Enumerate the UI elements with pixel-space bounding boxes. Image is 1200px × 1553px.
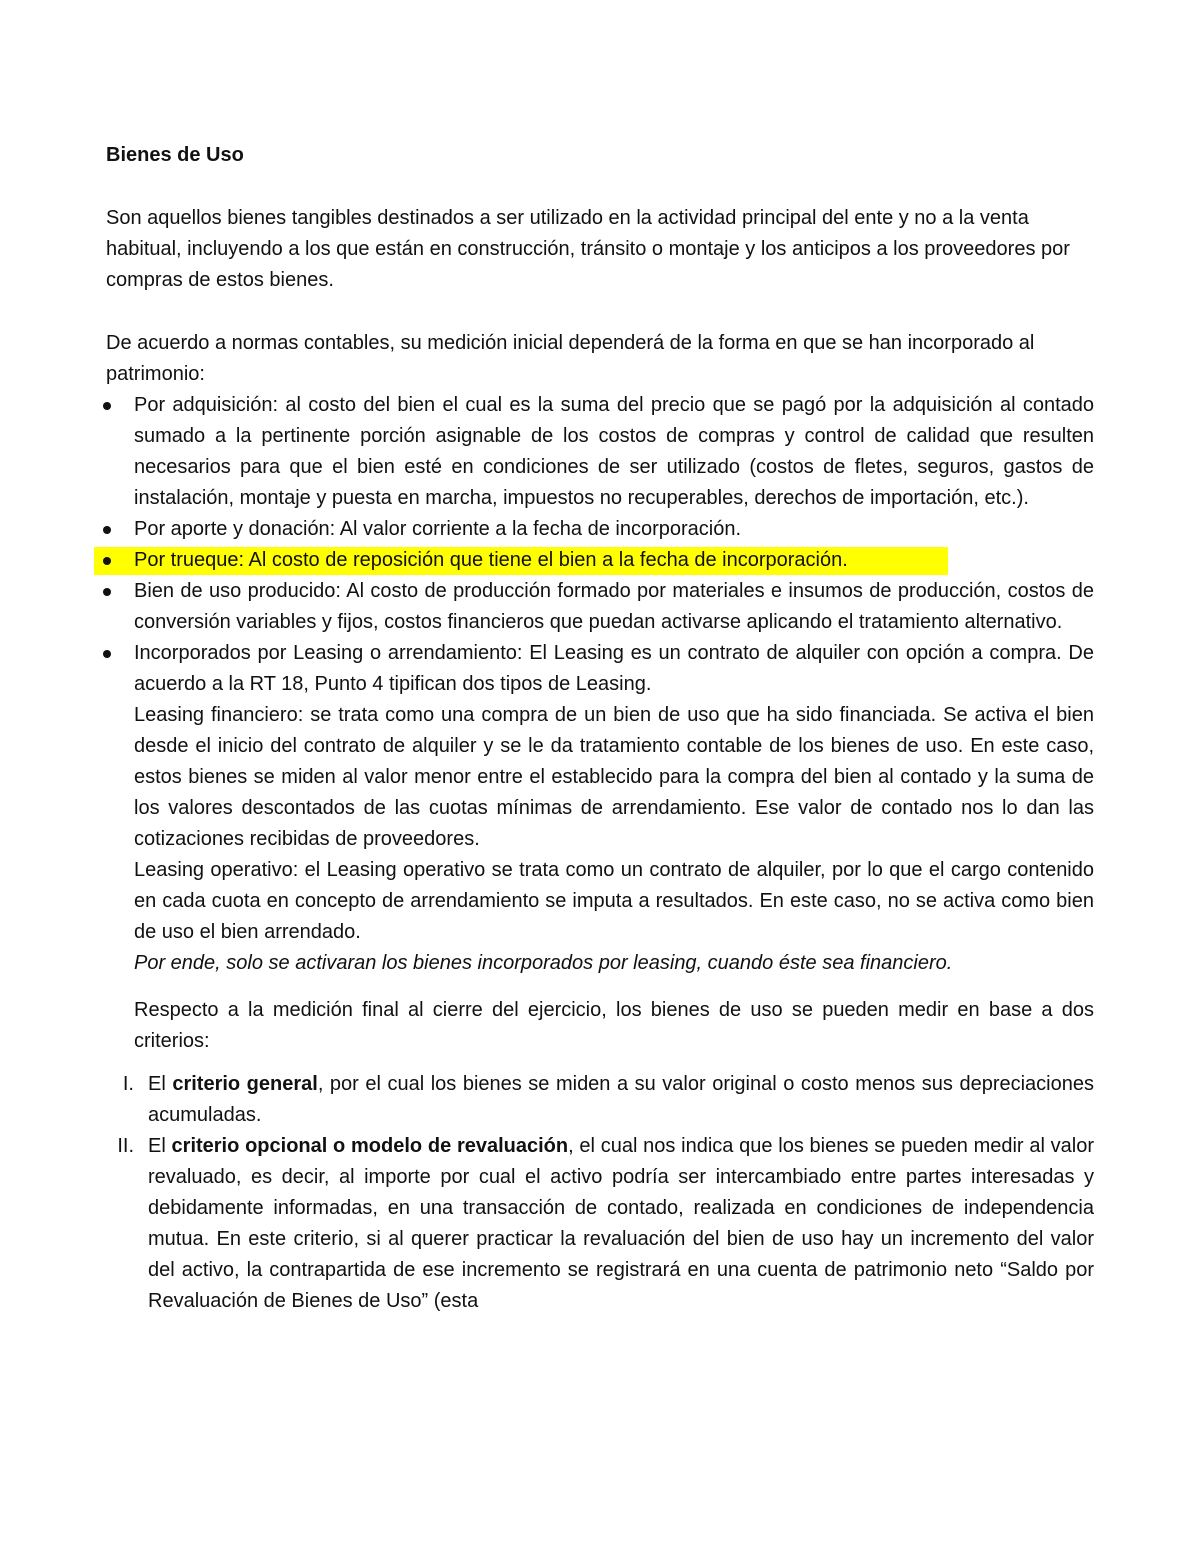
bullet-icon	[103, 588, 111, 596]
list-item-text: Por trueque: Al costo de reposición que tiene el bien a la fecha de incorporación.	[134, 549, 848, 571]
criteria-text: , el cual nos indica que los bienes se pueden medir al valor revaluado, es decir, al importe por cual el activo podría ser intercambiado entre partes interesadas y debidamente informadas, en una transacción de contado, realizada en condiciones de independencia mutua. En este criterio, si al querer practicar la revaluación del bien de uso hay un incremento del valor del activo, la contrapartida de ese incremento se registrará en una cuenta de patrimonio neto “Saldo por Revaluación de Bienes de Uso” (esta	[148, 1135, 1094, 1312]
bullet-icon	[103, 402, 111, 410]
list-item-text: Por aporte y donación: Al valor corriente a la fecha de incorporación.	[134, 518, 742, 540]
list-item	[106, 638, 1094, 700]
list-item-text: Por adquisición: al costo del bien el cual es la suma del precio que se pagó por la adquisición al contado sumado a la pertinente porción asignable de los costos de compras y control de calidad que resulten necesarios para que el bien esté en condiciones de ser utilizado (costos de fletes, seguros, gastos de instalación, montaje y puesta en marcha, impuestos no recuperables, derechos de importación, etc.).	[134, 394, 1094, 509]
criteria-item	[106, 1131, 1094, 1317]
list-item	[106, 390, 1094, 514]
criteria-text: , por el cual los bienes se miden a su valor original o costo menos sus depreciaciones acumuladas.	[148, 1073, 1094, 1126]
list-item-highlighted	[106, 545, 1094, 576]
list-item	[106, 576, 1094, 638]
measurement-intro-paragraph: De acuerdo a normas contables, su medición inicial dependerá de la forma en que se han incorporado al patrimonio:	[106, 332, 1035, 385]
document-title: Bienes de Uso	[106, 144, 244, 166]
bullet-icon	[103, 557, 111, 565]
list-item	[106, 514, 1094, 545]
roman-numeral: II.	[117, 1135, 134, 1157]
document-content	[106, 140, 1094, 1317]
final-measurement-intro-paragraph: Respecto a la medición final al cierre del ejercicio, los bienes de uso se pueden medir en base a dos criterios:	[134, 999, 1094, 1052]
criteria-list	[106, 1069, 1094, 1317]
leasing-conclusion-paragraph: Por ende, solo se activaran los bienes incorporados por leasing, cuando éste sea financiero.	[134, 952, 953, 974]
bullet-icon	[103, 526, 111, 534]
intro-paragraph: Son aquellos bienes tangibles destinados a ser utilizado en la actividad principal del ente y no a la venta habitual, incluyendo a los que están en construcción, tránsito o montaje y los anticipos a los proveedores por compras de estos bienes.	[106, 207, 1070, 291]
criteria-bold-term: criterio general	[172, 1073, 318, 1095]
criteria-prefix: El	[148, 1135, 172, 1157]
list-item-text: Bien de uso producido: Al costo de producción formado por materiales e insumos de producción, costos de conversión variables y fijos, costos financieros que puedan activarse aplicando el tratamiento alternativo.	[134, 580, 1094, 633]
criteria-prefix: El	[148, 1073, 173, 1095]
bullet-icon	[103, 650, 111, 658]
criteria-bold-term: criterio opcional o modelo de revaluación	[171, 1135, 569, 1157]
roman-numeral: I.	[122, 1073, 134, 1095]
leasing-financiero-paragraph: Leasing financiero: se trata como una compra de un bien de uso que ha sido financiada. Se activa el bien desde el inicio del contrato de alquiler y se le da tratamiento contable de los bienes de uso. En este caso, estos bienes se miden al valor menor entre el establecido para la compra del bien al contado y la suma de los valores descontados de las cuotas mínimas de arrendamiento. Ese valor de contado nos lo dan las cotizaciones recibidas de proveedores.	[134, 704, 1094, 850]
list-item-text: Incorporados por Leasing o arrendamiento: El Leasing es un contrato de alquiler con opción a compra. De acuerdo a la RT 18, Punto 4 tipifican dos tipos de Leasing.	[134, 642, 1094, 695]
leasing-operativo-paragraph: Leasing operativo: el Leasing operativo se trata como un contrato de alquiler, por lo que el cargo contenido en cada cuota en concepto de arrendamiento se imputa a resultados. En este caso, no se activa como bien de uso el bien arrendado.	[134, 859, 1094, 943]
criteria-item	[106, 1069, 1094, 1131]
incorporation-list	[106, 390, 1094, 700]
